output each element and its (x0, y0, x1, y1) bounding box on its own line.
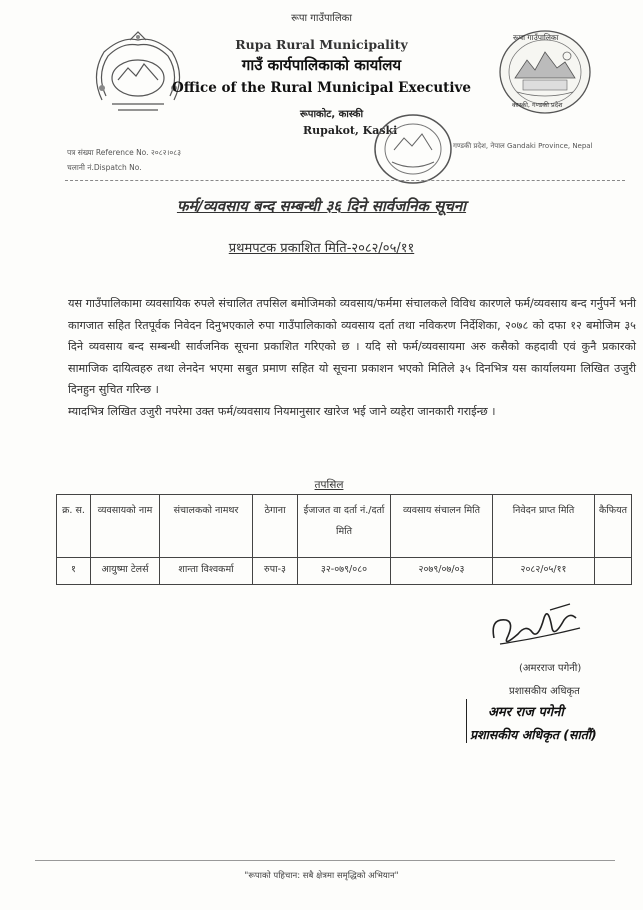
publish-date: प्रथमपटक प्रकाशित मिति-२०८२/०५/११ (228, 241, 415, 256)
table-header-row (57, 495, 632, 558)
signer-title: प्रशासकीय अधिकृत (509, 686, 580, 697)
notice-body (68, 293, 636, 422)
logo-text-bottom: कास्की, गण्डकी प्रदेश (512, 101, 563, 109)
address-english: Rupakot, Kaski (303, 124, 398, 137)
column-header: व्यवसाय संचालन मिति (391, 495, 493, 558)
notice-paragraph: म्यादभित्र लिखित उजुरी नपरेमा उक्त फर्म/व्यवसाय नियमानुसार खारेज भई जाने व्यहेरा जानकारी गराईन्छ । (68, 404, 496, 418)
column-header: व्यवसायको नाम (91, 495, 160, 558)
header-divider (65, 180, 625, 181)
table-cell: २०८२/०५/११ (493, 558, 595, 585)
stamp-name: अमर राज पगेनी (488, 705, 564, 720)
column-header: ईजाजत वा दर्ता नं./दर्ता मिति (298, 495, 391, 558)
column-header: निवेदन प्राप्त मिति (493, 495, 595, 558)
footer-slogan: "रूपाको पहिचान: सबै क्षेत्रमा समृद्धिको अभियान" (244, 871, 399, 881)
table-cell: १ (57, 558, 91, 585)
office-seal-icon (370, 110, 456, 188)
notice-title: फर्म/व्यवसाय बन्द सम्बन्धी ३६ दिने सार्वजनिक सूचना (176, 197, 467, 215)
footer-divider (35, 860, 615, 861)
column-header: ठेगाना (253, 495, 298, 558)
reference-number: पत्र संख्या Reference No. २०८२।०८३ (67, 148, 182, 157)
table-cell: आयुष्मा टेलर्स (91, 558, 160, 585)
address-nepali: रूपाकोट, कास्की (300, 109, 364, 120)
municipality-name-nepali: रूपा गाउँपालिका (291, 13, 352, 24)
table-cell: ३२-०७९/०८० (298, 558, 391, 585)
column-header: कैफियत (595, 495, 632, 558)
table-caption: तपसिल (314, 479, 344, 491)
table-cell: रुपा-३ (253, 558, 298, 585)
handwritten-signature (480, 598, 590, 658)
stamp-title: प्रशासकीय अधिकृत (सातौं) (470, 727, 597, 742)
table-row (57, 558, 632, 585)
province-line: गण्डकी प्रदेश, नेपाल Gandaki Province, Nepal (453, 142, 593, 150)
notice-paragraph: यस गाउँपालिकामा व्यवसायिक रुपले संचालित तपसिल बमोजिमको व्यवसाय/फर्ममा संचालकले विविध कारणले फर्म/व्यवसाय बन्द गर्नुपर्ने भनी कागजात सहित रितपूर्वक निवेदन दिनुभएकाले रुपा गाउँपालिकाको व्यवसाय दर्ता तथा नविकरण निर्देशिका, २०७८ को दफा १२ बमोजिम ३५ दिने व्यवसाय बन्द सम्बन्धी सार्वजनिक सूचना प्रकाशित गरिएको छ । यदि सो फर्म/व्यवसायमा अरु कसैको कहदावी एवं कुनै प्रकारको सामाजिक दायित्वहरु तथा लेनदेन भएमा सबुत प्रमाण सहित यो सूचना प्रकाशन भएको मितिले ३५ दिनभित्र यस कार्यालयमा लिखित उजुरी दिनहुन सुचित गरिन्छ । (68, 297, 636, 396)
municipality-name-english: Rupa Rural Municipality (235, 37, 408, 52)
column-header: क्र. स. (57, 495, 91, 558)
table-cell: २०७९/०७/०३ (391, 558, 493, 585)
logo-text-top: रूपा गाउँपालिका (513, 33, 559, 42)
office-name-english: Office of the Rural Municipal Executive (172, 80, 471, 96)
details-table (56, 494, 632, 585)
office-name-nepali: गाउँ कार्यपालिकाको कार्यालय (241, 56, 402, 74)
dispatch-number: चलानी नं.Dispatch No. (67, 163, 142, 172)
signer-name: (अमरराज पगेनी) (519, 663, 582, 674)
table-cell: शान्ता विश्वकर्मा (160, 558, 253, 585)
table-cell (595, 558, 632, 585)
column-header: संचालकको नामथर (160, 495, 253, 558)
